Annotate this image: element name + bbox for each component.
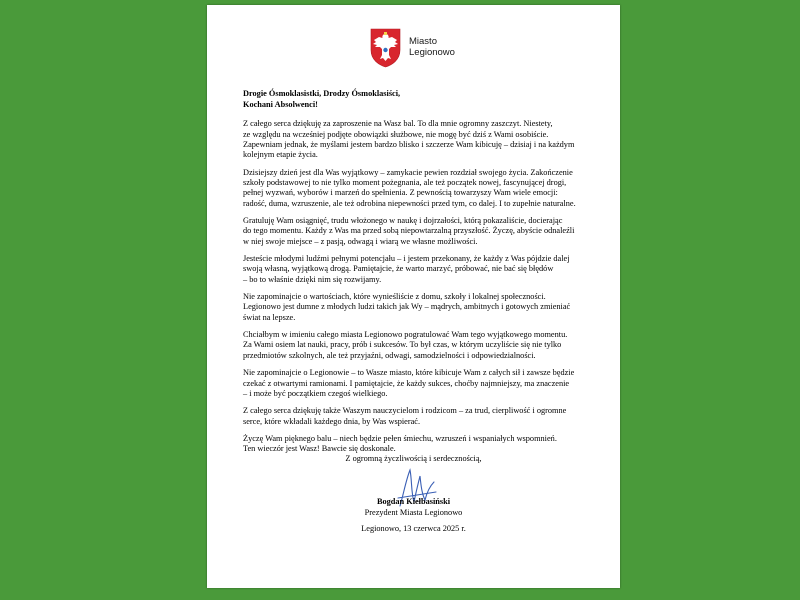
salutation-line: Drogie Ósmoklasistki, Drodzy Ósmoklasiści, [243,89,401,98]
paragraph-line: Chciałbym w imieniu całego miasta Legionowo pogratulować Wam tego wyjątkowego momentu. [243,330,568,340]
salutation [243,89,588,110]
paragraph [243,434,588,455]
paragraph-line: pełnej wyzwań, wyborów i marzeń do spełnienia. Z pewnością towarzyszy Wam wiele emocji: [243,188,558,198]
city-brand [409,36,455,58]
paragraph-line: Z całego serca dziękuję za zaproszenie na Wasz bal. To dla mnie ogromny zaszczyt. Niestety, [243,119,553,129]
letter-body [243,89,588,461]
signatory-name: Bogdan Kiełbasiński [376,497,451,506]
paragraph-line: czekać z otwartymi ramionami. I pamiętajcie, że każdy sukces, choćby najmniejszy, ma znaczenie [243,378,570,388]
paragraph-line: kolejnym etapie życia. [243,150,318,160]
brand-line-2: Legionowo [409,47,455,58]
salutation-line: Kochani Absolwenci! [243,99,318,109]
paragraph [243,368,588,399]
paragraph-line: serce, które wkładali każdego dnia, by Was wspierać. [243,416,421,426]
paragraph-line: radość, duma, wzruszenie, ale też odrobina niepewności przed tym, co dalej. I to zupełnie naturalne. [243,198,576,208]
closing-line: Z ogromną życzliwością i serdecznością, [345,454,482,463]
paragraph-line: – i może być początkiem czegoś wielkiego. [243,388,388,398]
paragraph-line: swoją własną, wyjątkową drogą. Pamiętajcie, że warto marzyć, próbować, nie bać się błędów [243,264,554,274]
paragraph-line: Nie zapominajcie o Legionowie – to Wasze miasto, które kibicuje Wam z całych sił i zawsze będzie [243,368,575,378]
paragraph-line: świat na lepsze. [243,312,296,322]
paragraph-line: Nie zapominajcie o wartościach, które wynieśliście z domu, szkoły i lokalnej społeczności. [243,292,546,302]
paragraph-line: Zapewniam jednak, że myślami jestem bardzo blisko i szczerze Wam kibicuję – dzisiaj i na każdym [243,140,575,149]
paragraph [243,406,588,427]
paragraph-line: Ten wieczór jest Wasz! Bawcie się doskonale. [243,444,396,454]
paragraph-line: Gratuluję Wam osiągnięć, trudu włożonego w naukę i dojrzałości, którą pokazaliście, docierając [243,216,563,226]
paragraph-line: Życzę Wam pięknego balu – niech będzie pełen śmiechu, wzruszeń i wspaniałych wspomnień. [243,433,557,443]
paragraph [243,330,588,361]
paragraph [243,168,588,210]
paragraph-line: do tego momentu. Każdy z Was ma przed sobą niepowtarzalną przyszłość. Życzę, abyście odnaleźli [243,226,575,236]
paragraph-line: – bo to właśnie dzięki nim się rozwijamy. [243,274,382,284]
paragraph [243,216,588,247]
paragraph [243,119,588,161]
paragraph-line: szkoły podstawowej to nie tylko moment pożegnania, ale też początek nowej, fascynującej drogi, [243,178,567,188]
brand-line-1: Miasto [409,36,437,47]
paragraph-line: Dzisiejszy dzień jest dla Was wyjątkowy – zamykacie pewien rozdział swojego życia. Zakończenie [243,167,573,177]
signatory-title: Prezydent Miasta Legionowo [364,508,463,517]
paragraph [243,254,588,285]
paragraph-line: w niej swoje miejsce – z pasją, odwagą i wiarą we własne możliwości. [243,236,478,246]
paragraph-line: przedmiotów szkolnych, ale też przyjaźni, odwagi, samodzielności i odpowiedzialności. [243,350,536,360]
paragraph [243,292,588,323]
paragraph-line: ze względu na wcześniej podjęte obowiązki służbowe, nie mogę być dziś z Wami osobiście. [243,129,549,139]
paragraph-line: Za Wami osiem lat nauki, pracy, prób i sukcesów. To był czas, w którym uczyliście się nie tylko [243,340,562,350]
paragraph-line: Legionowo jest dumne z młodych ludzi takich jak Wy – mądrych, ambitnych i gotowych zmieniać [243,302,571,312]
city-crest-icon [370,28,401,68]
place-date: Legionowo, 13 czerwca 2025 r. [361,524,466,533]
paragraph-line: Z całego serca dziękuję także Waszym nauczycielom i rodzicom – za trud, cierpliwość i ogromne [243,406,567,416]
paragraph-line: Jesteście młodymi ludźmi pełnymi potencjału – i jestem przekonany, że każdy z Was pójdzie dalej [243,254,570,264]
